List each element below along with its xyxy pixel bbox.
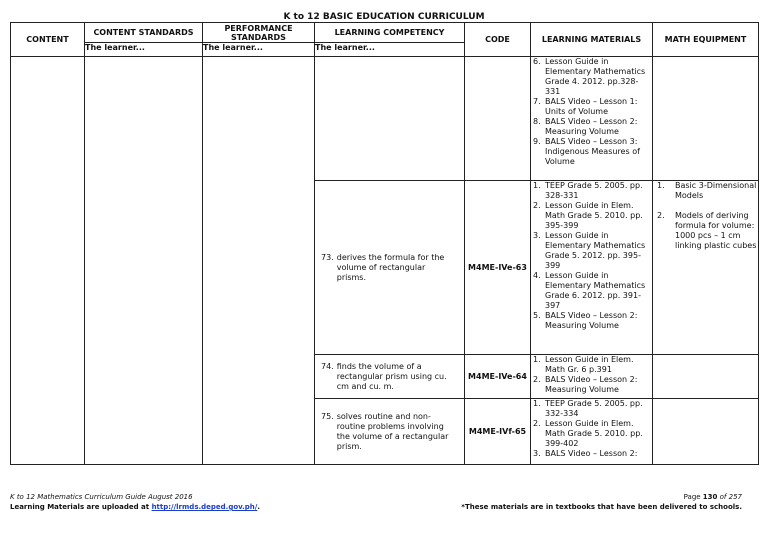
- content-standards-cell: [85, 57, 203, 465]
- material-text: Lesson Guide in Elem. Math Gr. 6 p.391: [545, 355, 634, 374]
- footer-upload-prefix: Learning Materials are uploaded at: [10, 503, 152, 511]
- page-separator: of: [717, 493, 729, 501]
- material-text: BALS Video – Lesson 1: Units of Volume: [545, 97, 638, 116]
- header-content: CONTENT: [11, 23, 85, 57]
- material-number: 2.: [533, 375, 541, 384]
- header-content-standards: CONTENT STANDARDS: [85, 23, 203, 43]
- header-learning-materials: LEARNING MATERIALS: [531, 23, 653, 57]
- textbook-note: *These materials are in textbooks that have been delivered to schools.: [461, 503, 742, 511]
- competency-text: solves routine and non-routine problems involving the volume of a rectangular prism.: [336, 411, 449, 451]
- material-number: 6.: [533, 57, 541, 66]
- header-performance-standards: PERFORMANCE STANDARDS: [203, 23, 315, 43]
- competency-number: 74.: [321, 361, 334, 371]
- material-number: 9.: [533, 137, 541, 146]
- equipment-number: 1.: [657, 181, 665, 190]
- performance-standards-cell: [203, 57, 315, 465]
- material-number: 2.: [533, 419, 541, 428]
- material-item: [531, 271, 652, 311]
- subheader-content-standards: The learner...: [85, 43, 203, 57]
- footer-upload-suffix: .: [257, 503, 261, 511]
- materials-cell: [531, 181, 653, 355]
- material-number: 3.: [533, 231, 541, 240]
- material-number: 3.: [533, 449, 541, 458]
- material-number: 1.: [533, 399, 541, 408]
- material-text: BALS Video – Lesson 2:: [545, 449, 638, 458]
- competency-text: finds the volume of a rectangular prism using cu. cm and cu. m.: [336, 361, 447, 391]
- curriculum-table: [10, 22, 759, 465]
- material-item: [531, 57, 652, 97]
- material-text: Lesson Guide in Elem. Math Grade 5. 2010. pp. 399-402: [545, 419, 643, 448]
- competency-cell: [315, 57, 465, 181]
- material-item: [531, 449, 652, 459]
- material-number: 5.: [533, 311, 541, 320]
- equipment-number: 2.: [657, 211, 665, 220]
- equipment-text: Models of deriving formula for volume: 1000 pcs – 1 cm linking plastic cubes: [675, 211, 757, 250]
- subheader-learning-competency: The learner...: [315, 43, 465, 57]
- header-code: CODE: [465, 23, 531, 57]
- material-item: [531, 201, 652, 231]
- materials-cell: [531, 355, 653, 399]
- material-item: [531, 355, 652, 375]
- material-text: TEEP Grade 5. 2005. pp. 332-334: [545, 399, 643, 418]
- code-cell: M4ME-IVe-63: [465, 181, 531, 355]
- material-item: [531, 97, 652, 117]
- competency-number: 75.: [321, 411, 334, 421]
- material-text: Lesson Guide in Elementary Mathematics Grade 5. 2012. pp. 395-399: [545, 231, 646, 270]
- equipment-item: [653, 211, 758, 251]
- competency-text: derives the formula for the volume of rectangular prisms.: [336, 252, 445, 282]
- material-text: BALS Video – Lesson 2: Measuring Volume: [545, 117, 638, 136]
- material-item: [531, 375, 652, 395]
- material-number: 1.: [533, 181, 541, 190]
- header-math-equipment: MATH EQUIPMENT: [653, 23, 759, 57]
- footer-guide-title: K to 12 Mathematics Curriculum Guide August 2016: [10, 493, 193, 501]
- header-learning-competency: LEARNING COMPETENCY: [315, 23, 465, 43]
- material-item: [531, 117, 652, 137]
- equipment-item: [653, 181, 758, 201]
- material-text: Lesson Guide in Elementary Mathematics Grade 4. 2012. pp.328-331: [545, 57, 646, 96]
- material-text: Lesson Guide in Elementary Mathematics Grade 6. 2012. pp. 391-397: [545, 271, 646, 310]
- equipment-text: Basic 3-Dimensional Models: [675, 181, 757, 200]
- competency-cell: [315, 181, 465, 355]
- material-text: Lesson Guide in Elem. Math Grade 5. 2010. pp. 395-399: [545, 201, 643, 230]
- footer-right: [461, 492, 742, 512]
- page-prefix: Page: [683, 493, 703, 501]
- page-number: [461, 492, 742, 502]
- page-current: 130: [702, 493, 718, 501]
- material-item: [531, 231, 652, 271]
- material-number: 2.: [533, 201, 541, 210]
- subheader-performance-standards: The learner...: [203, 43, 315, 57]
- page-title: K to 12 BASIC EDUCATION CURRICULUM: [283, 12, 485, 22]
- material-item: [531, 137, 652, 167]
- content-cell: [11, 57, 85, 465]
- materials-cell: [531, 399, 653, 465]
- materials-cell: [531, 57, 653, 181]
- competency-number: 73.: [321, 252, 334, 262]
- equipment-cell: [653, 57, 759, 181]
- table-row: [11, 57, 759, 181]
- material-item: [531, 311, 652, 331]
- competency-cell: [315, 355, 465, 399]
- equipment-cell: [653, 399, 759, 465]
- material-item: [531, 419, 652, 449]
- material-text: BALS Video – Lesson 2: Measuring Volume: [545, 311, 638, 330]
- material-text: BALS Video – Lesson 3: Indigenous Measures of Volume: [545, 137, 640, 166]
- material-number: 8.: [533, 117, 541, 126]
- material-text: TEEP Grade 5. 2005. pp. 328-331: [545, 181, 643, 200]
- material-item: [531, 181, 652, 201]
- equipment-cell: [653, 355, 759, 399]
- footer-upload-note: [10, 502, 260, 512]
- material-number: 7.: [533, 97, 541, 106]
- page-total: 257: [728, 493, 742, 501]
- material-number: 1.: [533, 355, 541, 364]
- code-cell: M4ME-IVe-64: [465, 355, 531, 399]
- lrmds-link[interactable]: http://lrmds.deped.gov.ph/: [151, 503, 258, 511]
- equipment-cell: [653, 181, 759, 355]
- competency-cell: [315, 399, 465, 465]
- code-cell: [465, 57, 531, 181]
- material-number: 4.: [533, 271, 541, 280]
- code-cell: M4ME-IVf-65: [465, 399, 531, 465]
- footer-left: [10, 492, 260, 512]
- material-item: [531, 399, 652, 419]
- material-text: BALS Video – Lesson 2: Measuring Volume: [545, 375, 638, 394]
